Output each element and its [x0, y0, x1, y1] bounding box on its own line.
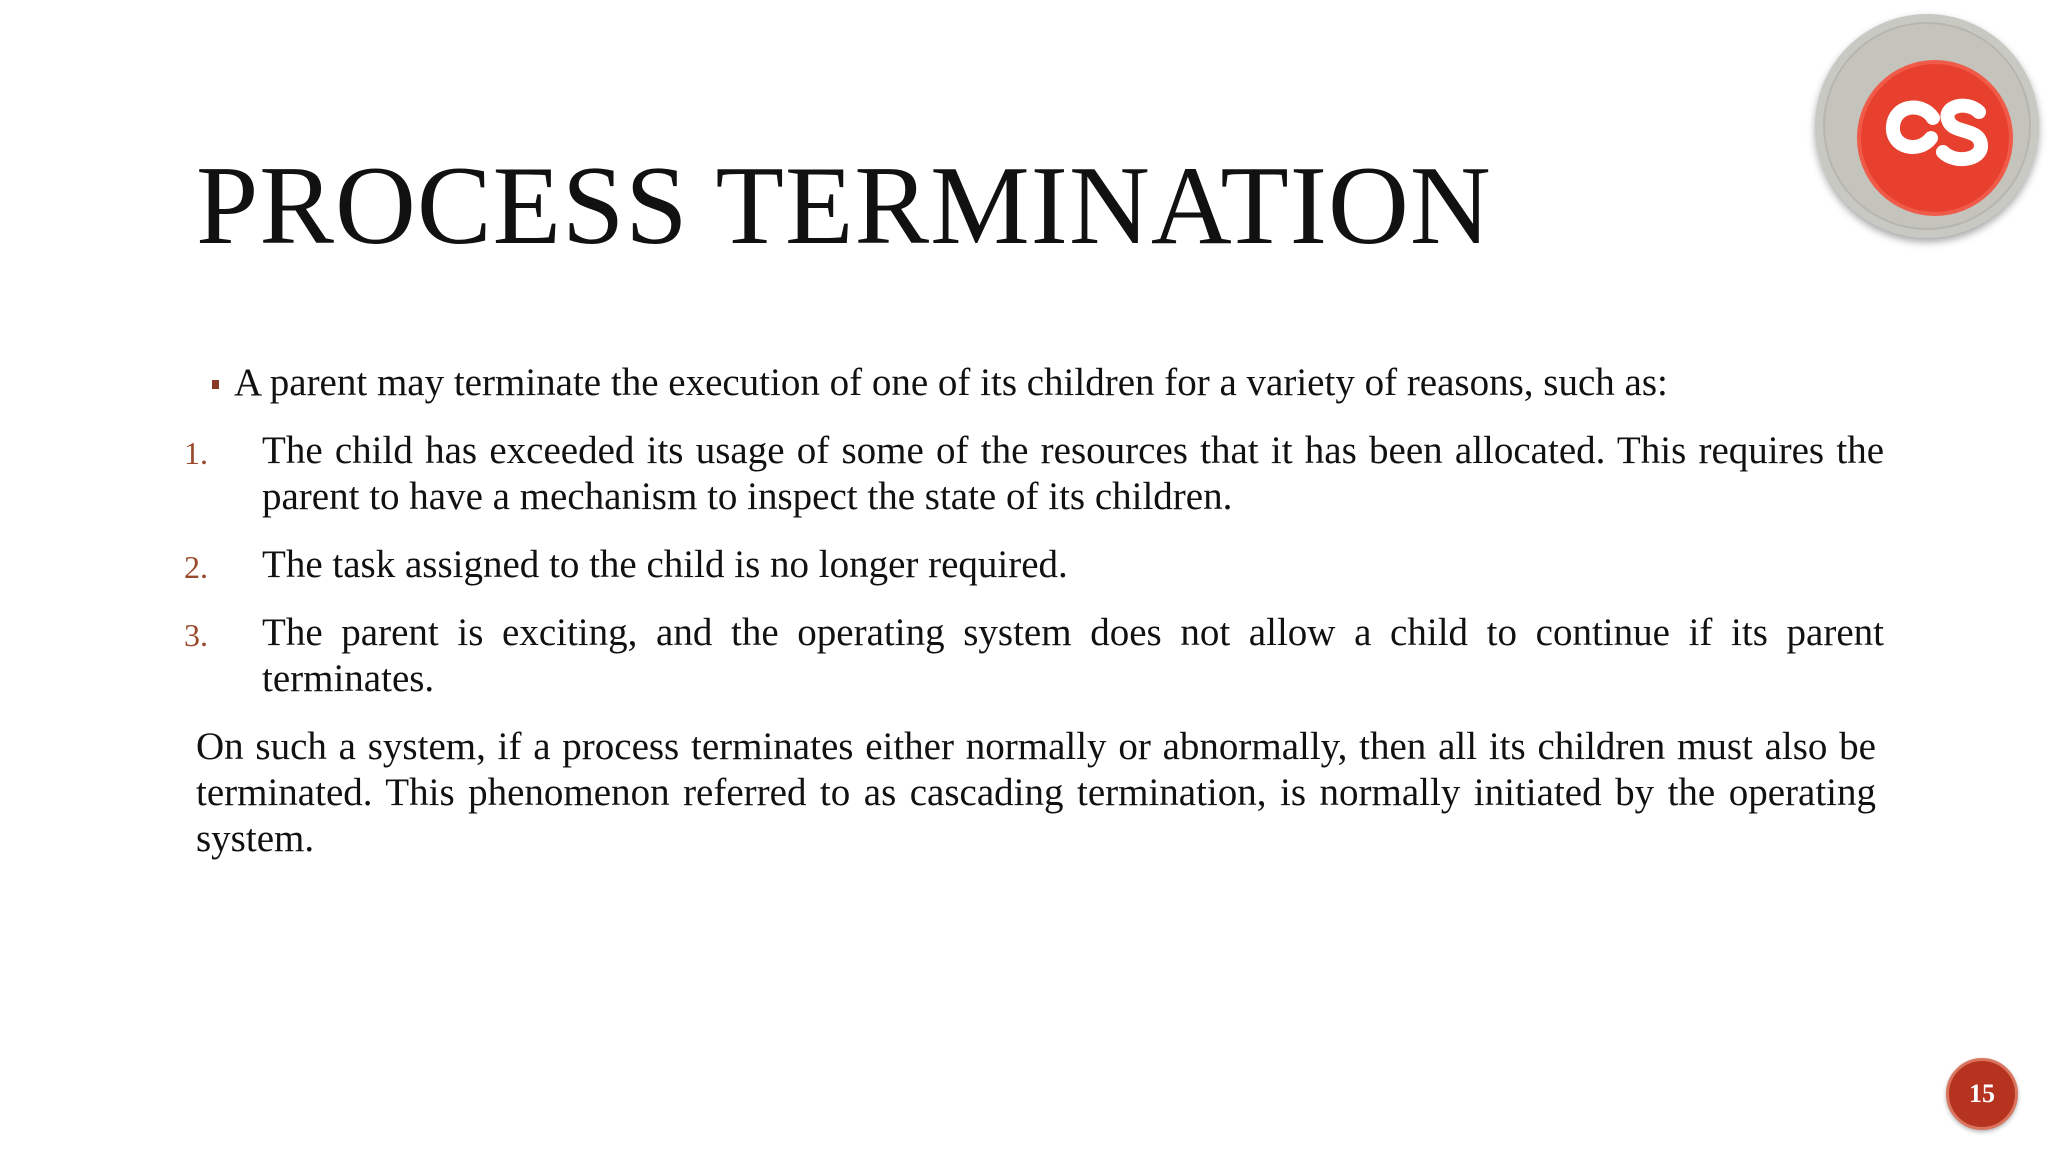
list-number: 2.	[184, 549, 208, 585]
intro-bullet	[196, 360, 1876, 406]
list-text: The task assigned to the child is no longer required.	[262, 543, 1068, 586]
conclusion-paragraph: On such a system, if a process terminates either normally or abnormally, then all its children must also be terminated. This phenomenon referred to as cascading termination, is normally initiated by the operating system.	[196, 725, 1876, 860]
list-item	[184, 542, 1884, 588]
list-text: The child has exceeded its usage of some of the resources that it has been allocated. This requires the parent to have a mechanism to inspect the state of its children.	[262, 429, 1884, 518]
os-logo-icon	[1815, 14, 2039, 238]
intro-text: A parent may terminate the execution of one of its children for a variety of reasons, such as:	[234, 361, 1668, 404]
slide-title: PROCESS TERMINATION	[196, 144, 1492, 268]
list-number: 3.	[184, 617, 208, 653]
list-text: The parent is exciting, and the operating system does not allow a child to continue if its parent terminates.	[262, 611, 1884, 700]
list-item	[184, 428, 1884, 520]
square-bullet-icon	[212, 380, 219, 389]
page-number-badge: 15	[1946, 1058, 2018, 1130]
slide-body	[184, 360, 1884, 862]
list-item	[184, 610, 1884, 702]
logo-glyph	[1815, 14, 2039, 238]
list-number: 1.	[184, 435, 208, 471]
